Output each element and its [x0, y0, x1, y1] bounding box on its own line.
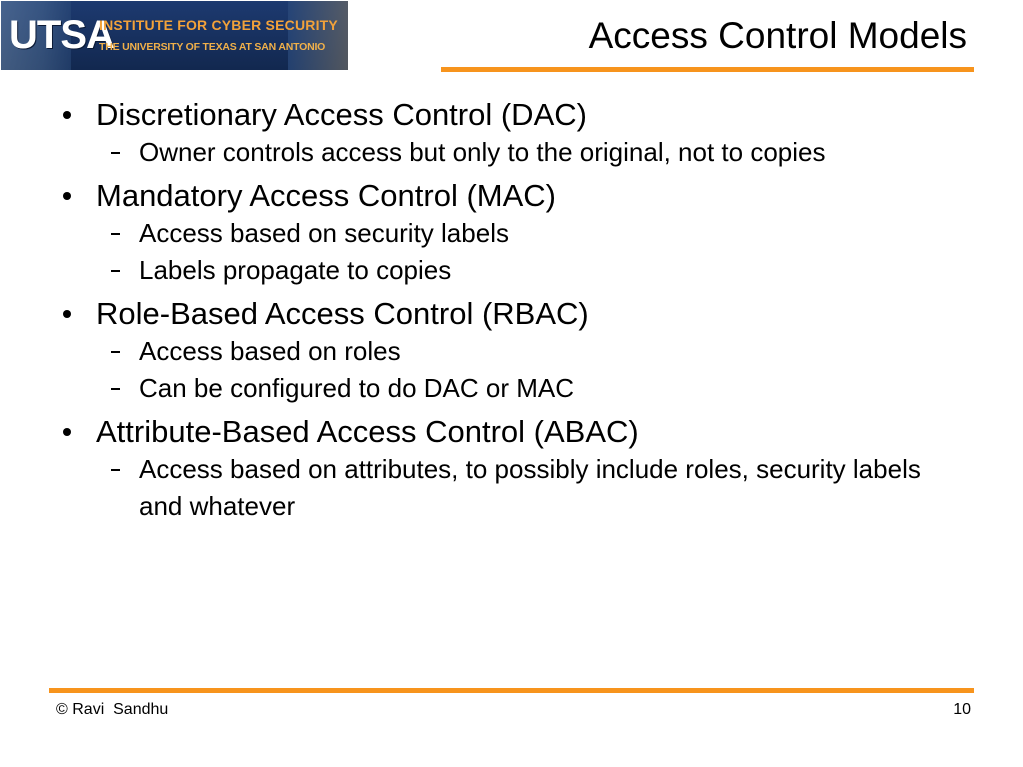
sub-bullet-rbac-configurable — [60, 370, 980, 407]
bullet-text: Mandatory Access Control (MAC) — [96, 178, 556, 213]
dash-icon — [111, 388, 120, 390]
logo-background-right — [288, 1, 348, 70]
slide-page-number: 10 — [953, 701, 971, 718]
bullet-dot-icon — [63, 310, 71, 318]
bullet-mac — [60, 177, 980, 215]
logo-wordmark: UTSA — [9, 13, 114, 57]
slide-title: Access Control Models — [588, 15, 967, 56]
sub-bullet-text: Access based on security labels — [139, 218, 509, 248]
bullet-dot-icon — [63, 192, 71, 200]
sub-bullet-text: Labels propagate to copies — [139, 255, 452, 285]
dash-icon — [111, 233, 120, 235]
bullet-text: Role-Based Access Control (RBAC) — [96, 296, 589, 331]
bullet-dot-icon — [63, 111, 71, 119]
sub-bullet-mac-propagate — [60, 252, 980, 289]
bullet-abac — [60, 413, 980, 451]
footer-copyright: © Ravi Sandhu — [56, 701, 169, 718]
logo-institute-name: INSTITUTE FOR CYBER SECURITY — [99, 17, 338, 33]
bullet-text: Attribute-Based Access Control (ABAC) — [96, 414, 639, 449]
sub-bullet-text: Access based on roles — [139, 336, 401, 366]
dash-icon — [111, 351, 120, 353]
sub-bullet-rbac-roles — [60, 333, 980, 370]
logo-university-name: THE UNIVERSITY OF TEXAS AT SAN ANTONIO — [99, 41, 326, 53]
bullet-rbac — [60, 295, 980, 333]
bullet-text: Discretionary Access Control (DAC) — [96, 97, 587, 132]
sub-bullet-text: Access based on attributes, to possibly include roles, security labels and whatever — [139, 454, 921, 521]
sub-bullet-mac-labels — [60, 215, 980, 252]
dash-icon — [111, 152, 120, 154]
footer-rule — [49, 688, 974, 693]
sub-bullet-text: Can be configured to do DAC or MAC — [139, 373, 574, 403]
sub-bullet-dac-owner — [60, 134, 980, 171]
slide-body — [60, 96, 980, 525]
utsa-ics-logo — [1, 1, 348, 70]
sub-bullet-abac-attributes — [60, 451, 960, 525]
dash-icon — [111, 469, 120, 471]
dash-icon — [111, 270, 120, 272]
bullet-dot-icon — [63, 428, 71, 436]
sub-bullet-text: Owner controls access but only to the original, not to copies — [139, 137, 826, 167]
bullet-dac — [60, 96, 980, 134]
title-underline-rule — [441, 67, 974, 72]
